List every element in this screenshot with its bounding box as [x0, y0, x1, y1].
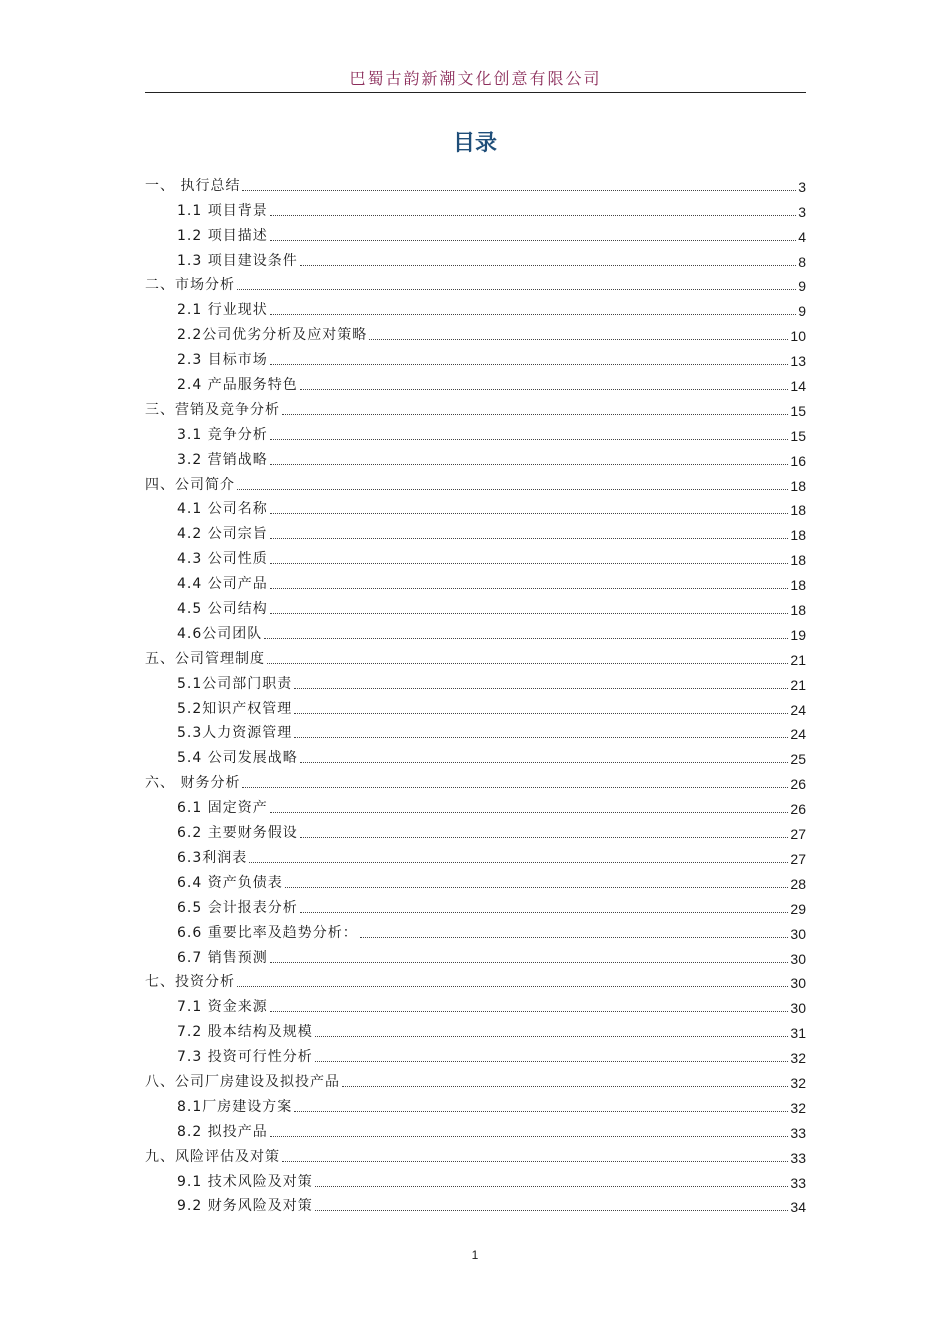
- toc-entry-page: 24: [790, 701, 806, 718]
- toc-entry-page: 14: [790, 378, 806, 395]
- toc-entry-page: 24: [790, 726, 806, 743]
- dot-leader: [270, 812, 789, 813]
- toc-entry-page: 32: [790, 1050, 806, 1067]
- dot-leader: [369, 339, 788, 340]
- dot-leader: [270, 962, 789, 963]
- dot-leader: [294, 688, 788, 689]
- toc-subsection-entry[interactable]: [145, 991, 806, 1016]
- dot-leader: [300, 389, 789, 390]
- toc-entry-label: 4.4 公司产品: [177, 576, 268, 593]
- toc-entry-label: 6.4 资产负债表: [177, 874, 283, 891]
- toc-entry-page: 18: [790, 527, 806, 544]
- toc-entry-label: 七、投资分析: [145, 974, 235, 991]
- dot-leader: [237, 986, 788, 987]
- toc-subsection-entry[interactable]: [145, 1091, 806, 1116]
- dot-leader: [242, 190, 796, 191]
- toc-subsection-entry[interactable]: [145, 693, 806, 718]
- toc-entry-page: 25: [790, 751, 806, 768]
- toc-entry-label: 7.2 股本结构及规模: [177, 1024, 313, 1041]
- dot-leader: [270, 513, 789, 514]
- dot-leader: [315, 1210, 789, 1211]
- toc-section-entry[interactable]: [145, 767, 806, 792]
- dot-leader: [315, 1061, 789, 1062]
- dot-leader: [249, 862, 788, 863]
- toc-entry-page: 4: [798, 228, 806, 245]
- toc-entry-page: 32: [790, 1099, 806, 1116]
- toc-entry-label: 1.2 项目描述: [177, 227, 268, 244]
- toc-subsection-entry[interactable]: [145, 718, 806, 743]
- toc-subsection-entry[interactable]: [145, 742, 806, 767]
- toc-subsection-entry[interactable]: [145, 1041, 806, 1066]
- dot-leader: [342, 1086, 788, 1087]
- toc-subsection-entry[interactable]: [145, 568, 806, 593]
- dot-leader: [300, 762, 789, 763]
- toc-entry-page: 26: [790, 801, 806, 818]
- toc-entry-label: 4.1 公司名称: [177, 501, 268, 518]
- toc-subsection-entry[interactable]: [145, 319, 806, 344]
- toc-entry-page: 19: [790, 626, 806, 643]
- toc-entry-page: 33: [790, 1174, 806, 1191]
- toc-section-entry[interactable]: [145, 469, 806, 494]
- toc-entry-page: 9: [798, 303, 806, 320]
- dot-leader: [270, 538, 789, 539]
- toc-title: 目录: [452, 131, 497, 156]
- toc-entry-page: 18: [790, 502, 806, 519]
- toc-entry-label: 4.2 公司宗旨: [177, 526, 268, 543]
- toc-entry-page: 30: [790, 975, 806, 992]
- toc-subsection-entry[interactable]: [145, 618, 806, 643]
- toc-entry-page: 21: [790, 676, 806, 693]
- toc-entry-page: 18: [790, 577, 806, 594]
- toc-section-entry[interactable]: [145, 1141, 806, 1166]
- dot-leader: [264, 638, 788, 639]
- running-header: 巴蜀古韵新潮文化创意有限公司: [349, 69, 602, 88]
- toc-entry-label: 4.5 公司结构: [177, 601, 268, 618]
- dot-leader: [282, 1161, 788, 1162]
- toc-entry-label: 3.1 竞争分析: [177, 426, 268, 443]
- toc-entry-label: 6.7 销售预测: [177, 949, 268, 966]
- dot-leader: [294, 737, 788, 738]
- dot-leader: [270, 215, 796, 216]
- toc-entry-page: 32: [790, 1074, 806, 1091]
- dot-leader: [270, 563, 789, 564]
- toc-entry-page: 26: [790, 776, 806, 793]
- toc-entry-page: 33: [790, 1149, 806, 1166]
- dot-leader: [270, 364, 789, 365]
- dot-leader: [294, 1111, 788, 1112]
- table-of-contents: [145, 170, 806, 1215]
- toc-subsection-entry[interactable]: [145, 419, 806, 444]
- toc-entry-page: 9: [798, 278, 806, 295]
- toc-entry-page: 8: [798, 253, 806, 270]
- toc-entry-label: 6.2 主要财务假设: [177, 825, 298, 842]
- toc-subsection-entry[interactable]: [145, 518, 806, 543]
- toc-entry-label: 2.3 目标市场: [177, 352, 268, 369]
- toc-entry-page: 13: [790, 353, 806, 370]
- toc-subsection-entry[interactable]: [145, 792, 806, 817]
- toc-subsection-entry[interactable]: [145, 494, 806, 519]
- toc-subsection-entry[interactable]: [145, 942, 806, 967]
- toc-entry-page: 28: [790, 875, 806, 892]
- toc-entry-label: 1.3 项目建设条件: [177, 252, 298, 269]
- toc-subsection-entry[interactable]: [145, 294, 806, 319]
- toc-entry-label: 6.3利润表: [177, 849, 248, 866]
- toc-entry-page: 29: [790, 900, 806, 917]
- toc-entry-label: 7.3 投资可行性分析: [177, 1049, 313, 1066]
- toc-entry-page: 30: [790, 1000, 806, 1017]
- dot-leader: [237, 489, 788, 490]
- toc-entry-label: 6.5 会计报表分析: [177, 899, 298, 916]
- toc-subsection-entry[interactable]: [145, 220, 806, 245]
- dot-leader: [267, 663, 788, 664]
- toc-subsection-entry[interactable]: [145, 892, 806, 917]
- toc-entry-label: 四、公司简介: [145, 476, 235, 493]
- toc-entry-label: 9.2 财务风险及对策: [177, 1198, 313, 1215]
- toc-entry-page: 18: [790, 602, 806, 619]
- dot-leader: [285, 887, 789, 888]
- toc-entry-page: 3: [798, 203, 806, 220]
- toc-entry-label: 五、公司管理制度: [145, 650, 265, 667]
- toc-entry-label: 2.2公司优劣分析及应对策略: [177, 327, 368, 344]
- toc-entry-label: 6.1 固定资产: [177, 800, 268, 817]
- dot-leader: [282, 414, 788, 415]
- toc-subsection-entry[interactable]: [145, 344, 806, 369]
- toc-entry-page: 18: [790, 477, 806, 494]
- dot-leader: [300, 265, 796, 266]
- dot-leader: [315, 1036, 789, 1037]
- toc-entry-label: 1.1 项目背景: [177, 202, 268, 219]
- dot-leader: [270, 240, 796, 241]
- toc-entry-label: 2.4 产品服务特色: [177, 377, 298, 394]
- toc-entry-page: 31: [790, 1025, 806, 1042]
- toc-entry-label: 4.6公司团队: [177, 625, 263, 642]
- toc-entry-label: 3.2 营销战略: [177, 451, 268, 468]
- toc-entry-label: 8.2 拟投产品: [177, 1123, 268, 1140]
- toc-entry-page: 15: [790, 402, 806, 419]
- toc-subsection-entry[interactable]: [145, 593, 806, 618]
- toc-section-entry[interactable]: [145, 1066, 806, 1091]
- toc-entry-label: 6.6 重要比率及趋势分析：: [177, 924, 358, 941]
- dot-leader: [242, 787, 788, 788]
- toc-entry-page: 30: [790, 925, 806, 942]
- toc-subsection-entry[interactable]: [145, 444, 806, 469]
- toc-entry-page: 34: [790, 1199, 806, 1216]
- toc-section-entry[interactable]: [145, 270, 806, 295]
- header-rule: [145, 92, 806, 93]
- toc-entry-page: 21: [790, 651, 806, 668]
- toc-entry-page: 27: [790, 826, 806, 843]
- toc-subsection-entry[interactable]: [145, 917, 806, 942]
- toc-entry-page: 18: [790, 552, 806, 569]
- toc-subsection-entry[interactable]: [145, 1166, 806, 1191]
- toc-subsection-entry[interactable]: [145, 1016, 806, 1041]
- toc-section-entry[interactable]: [145, 394, 806, 419]
- toc-entry-label: 7.1 资金来源: [177, 999, 268, 1016]
- dot-leader: [300, 912, 789, 913]
- dot-leader: [237, 289, 796, 290]
- page-number: 1: [471, 1248, 479, 1262]
- toc-entry-label: 5.1公司部门职责: [177, 675, 293, 692]
- toc-subsection-entry[interactable]: [145, 668, 806, 693]
- toc-entry-page: 10: [790, 328, 806, 345]
- toc-entry-label: 一、 执行总结: [145, 177, 241, 194]
- toc-entry-label: 2.1 行业现状: [177, 302, 268, 319]
- dot-leader: [270, 439, 789, 440]
- toc-entry-label: 二、市场分析: [145, 277, 235, 294]
- toc-entry-label: 8.1厂房建设方案: [177, 1098, 293, 1115]
- dot-leader: [300, 837, 789, 838]
- toc-subsection-entry[interactable]: [145, 245, 806, 270]
- toc-entry-label: 三、营销及竞争分析: [145, 401, 280, 418]
- toc-subsection-entry[interactable]: [145, 842, 806, 867]
- toc-entry-label: 9.1 技术风险及对策: [177, 1173, 313, 1190]
- toc-section-entry[interactable]: [145, 967, 806, 992]
- toc-entry-label: 六、 财务分析: [145, 775, 241, 792]
- dot-leader: [315, 1186, 789, 1187]
- toc-subsection-entry[interactable]: [145, 1116, 806, 1141]
- toc-entry-page: 16: [790, 452, 806, 469]
- toc-subsection-entry[interactable]: [145, 1191, 806, 1216]
- toc-entry-page: 15: [790, 427, 806, 444]
- toc-subsection-entry[interactable]: [145, 369, 806, 394]
- dot-leader: [270, 1136, 789, 1137]
- toc-subsection-entry[interactable]: [145, 817, 806, 842]
- dot-leader: [270, 314, 796, 315]
- toc-section-entry[interactable]: [145, 170, 806, 195]
- toc-entry-label: 5.3人力资源管理: [177, 725, 293, 742]
- toc-entry-page: 33: [790, 1124, 806, 1141]
- toc-entry-label: 5.4 公司发展战略: [177, 750, 298, 767]
- toc-entry-label: 5.2知识产权管理: [177, 700, 293, 717]
- dot-leader: [294, 713, 788, 714]
- toc-entry-page: 30: [790, 950, 806, 967]
- dot-leader: [270, 613, 789, 614]
- dot-leader: [270, 1011, 789, 1012]
- toc-subsection-entry[interactable]: [145, 195, 806, 220]
- toc-entry-label: 八、公司厂房建设及拟投产品: [145, 1073, 340, 1090]
- dot-leader: [270, 588, 789, 589]
- dot-leader: [360, 937, 789, 938]
- dot-leader: [270, 464, 789, 465]
- toc-entry-label: 九、风险评估及对策: [145, 1148, 280, 1165]
- toc-entry-label: 4.3 公司性质: [177, 551, 268, 568]
- toc-subsection-entry[interactable]: [145, 543, 806, 568]
- toc-entry-page: 27: [790, 850, 806, 867]
- toc-subsection-entry[interactable]: [145, 867, 806, 892]
- toc-section-entry[interactable]: [145, 643, 806, 668]
- toc-entry-page: 3: [798, 178, 806, 195]
